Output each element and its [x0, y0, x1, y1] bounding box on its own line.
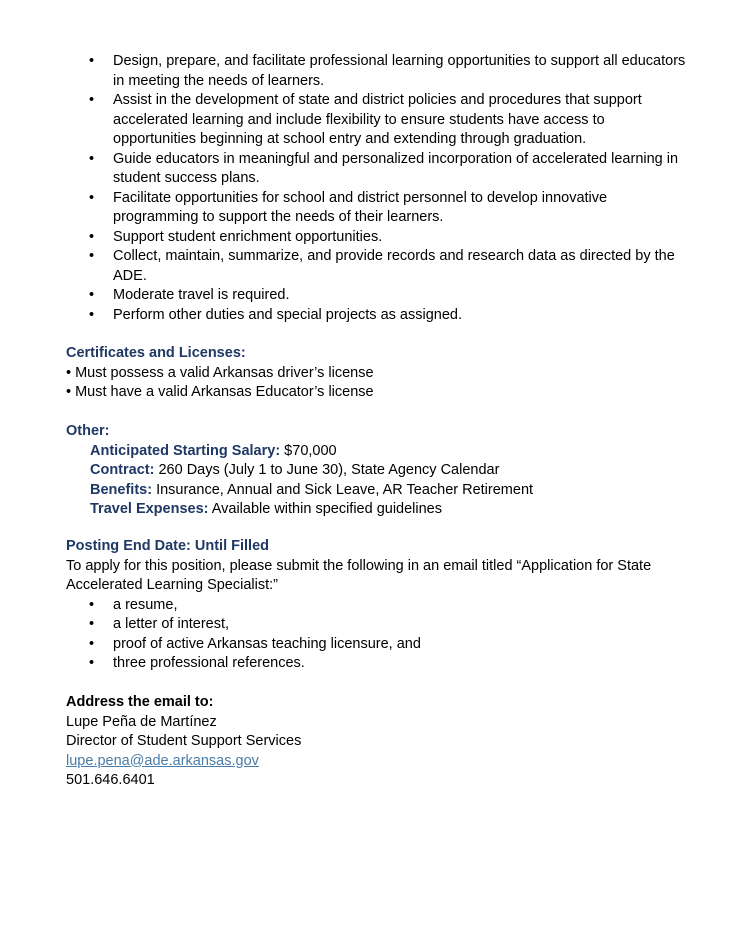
- list-item: • Moderate travel is required.: [89, 286, 689, 306]
- duties-list: [89, 52, 689, 325]
- contact-phone: 501.646.6401: [66, 772, 155, 788]
- list-item: • Assist in the development of state and district policies and procedures that support accelerated learning and include flexibility to ensure students have access to opportunities beginning at school entry and extending through graduation.: [89, 92, 642, 147]
- benefits-value: Insurance, Annual and Sick Leave, AR Teacher Retirement: [152, 481, 534, 498]
- benefits-label: Benefits:: [90, 481, 153, 498]
- contact-heading: Address the email to:: [66, 694, 214, 710]
- travel-value: Available within specified guidelines: [208, 501, 442, 517]
- list-item: • Perform other duties and special projects as assigned.: [89, 306, 689, 326]
- posting-heading: Posting End Date: Until Filled: [66, 538, 269, 554]
- bullet-icon: •: [89, 635, 95, 652]
- contact-email-link[interactable]: lupe.pena@ade.arkansas.gov: [66, 752, 259, 769]
- bullet-icon: •: [89, 616, 95, 632]
- list-item: • Design, prepare, and facilitate professional learning opportunities to support all educators in meeting the needs of learners.: [89, 53, 686, 89]
- list-item: • Support student enrichment opportunities.: [89, 228, 689, 248]
- other-heading: Other:: [66, 423, 110, 439]
- contract-value: 260 Days (July 1 to June 30), State Agency Calendar: [154, 462, 500, 478]
- list-item: • Collect, maintain, summarize, and provide records and research data as directed by the ADE.: [89, 248, 675, 284]
- bullet-icon: •: [89, 287, 95, 303]
- bullet-icon: •: [89, 596, 95, 613]
- certificates-section: [66, 344, 686, 403]
- list-item: • three professional references.: [89, 654, 686, 674]
- contact-section: [66, 693, 686, 791]
- list-item: • Facilitate opportunities for school and district personnel to develop innovative programming to support the needs of their learners.: [89, 189, 608, 225]
- list-item: • a resume,: [89, 596, 686, 616]
- bullet-icon: •: [89, 655, 95, 671]
- certificates-heading: Certificates and Licenses:: [66, 345, 246, 361]
- bullet-icon: •: [89, 189, 95, 206]
- bullet-icon: •: [89, 53, 95, 69]
- other-section: [66, 422, 686, 520]
- travel-line: [66, 500, 686, 520]
- salary-value: $70,000: [280, 442, 337, 459]
- bullet-icon: •: [89, 92, 95, 108]
- contract-line: [66, 461, 686, 481]
- contract-label: Contract:: [90, 462, 155, 478]
- bullet-icon: •: [89, 150, 95, 167]
- bullet-icon: •: [89, 228, 95, 245]
- certificate-item: • Must have a valid Arkansas Educator’s license: [66, 384, 374, 400]
- travel-label: Travel Expenses:: [90, 501, 209, 517]
- contact-title: Director of Student Support Services: [66, 733, 302, 749]
- benefits-line: [66, 481, 686, 501]
- list-item: • proof of active Arkansas teaching licensure, and: [89, 635, 686, 655]
- salary-line: [66, 442, 686, 462]
- bullet-icon: •: [89, 306, 95, 323]
- posting-section: [66, 537, 686, 674]
- application-items-list: [89, 596, 686, 674]
- list-item: • a letter of interest,: [89, 615, 686, 635]
- salary-label: Anticipated Starting Salary:: [90, 442, 281, 459]
- certificate-item: • Must possess a valid Arkansas driver’s license: [66, 364, 374, 381]
- posting-intro: To apply for this position, please submit the following in an email titled “Application for State Accelerated Learning Specialist:”: [66, 557, 652, 593]
- bullet-icon: •: [89, 248, 95, 264]
- contact-name: Lupe Peña de Martínez: [66, 713, 217, 730]
- list-item: • Guide educators in meaningful and personalized incorporation of accelerated learning in student success plans.: [89, 150, 679, 186]
